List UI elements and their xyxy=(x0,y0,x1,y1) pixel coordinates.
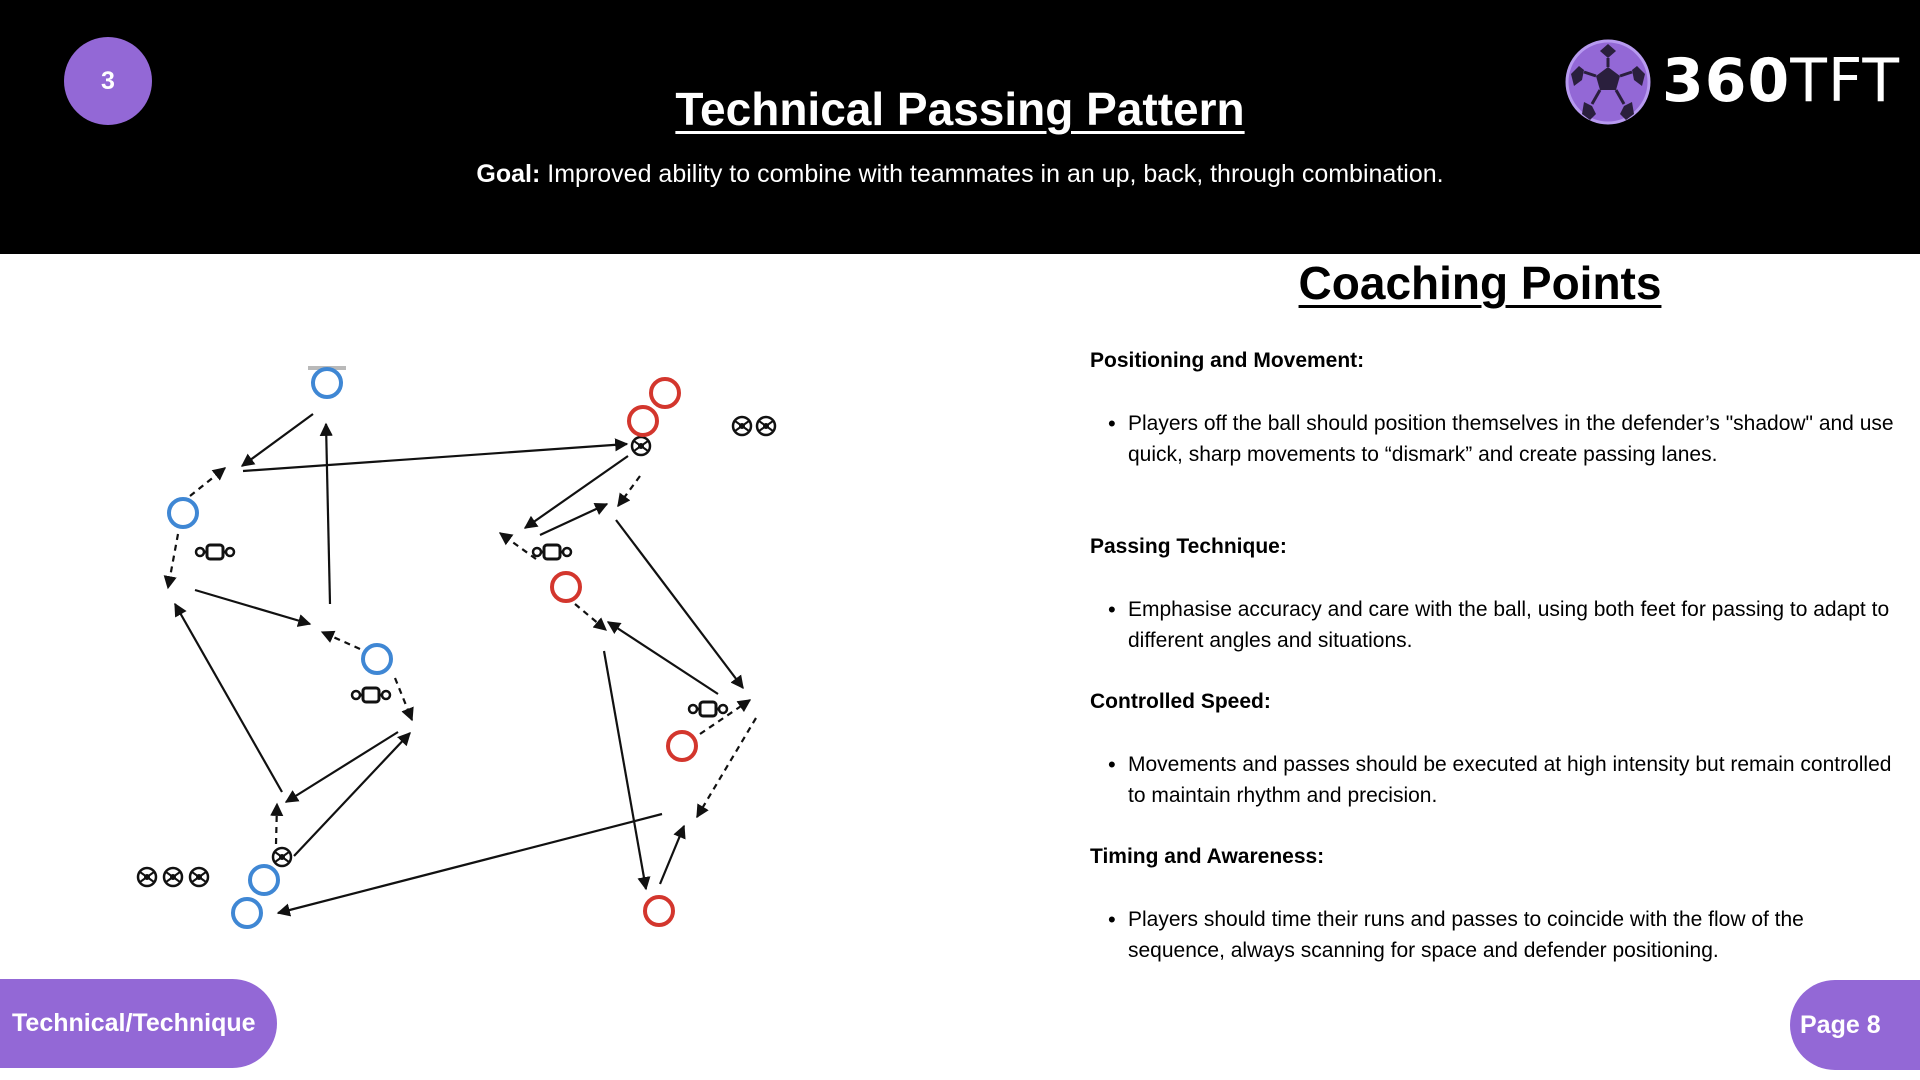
coaching-points-title: Coaching Points xyxy=(1298,257,1662,309)
bullet-passing xyxy=(1108,594,1898,656)
bullet-speed xyxy=(1108,749,1898,811)
bullet-text: Players off the ball should position themselves in the defender’s "shadow" and use quick, sharp movements to “dismark” and create passing lanes. xyxy=(1128,412,1894,466)
bullet-timing xyxy=(1108,904,1898,966)
soccer-ball-icon xyxy=(1562,36,1654,128)
section-heading-timing: Timing and Awareness: xyxy=(1090,845,1325,868)
section-heading-speed: Controlled Speed: xyxy=(1090,690,1271,713)
header-bar xyxy=(0,0,1920,254)
red-team-players xyxy=(552,379,696,925)
goal-text: Improved ability to combine with teammates in an up, back, through combination. xyxy=(540,160,1444,188)
brand-logo xyxy=(1562,36,1901,128)
brand-name-light: TFT xyxy=(1790,46,1901,116)
bullet-text: Emphasise accuracy and care with the ball, using both feet for passing to adapt to different angles and situations. xyxy=(1128,598,1890,652)
goal-label: Goal: xyxy=(476,160,541,188)
page-title: Technical Passing Pattern xyxy=(675,83,1245,135)
goal-statement xyxy=(0,160,1920,189)
run-lines xyxy=(168,468,756,844)
bullet-text: Movements and passes should be executed at high intensity but remain controlled to maintain rhythm and precision. xyxy=(1128,753,1892,807)
passing-pattern-diagram xyxy=(0,254,1000,974)
pass-lines xyxy=(175,414,743,913)
section-heading-passing: Passing Technique: xyxy=(1090,535,1287,558)
bullet-text: Players should time their runs and passes to coincide with the flow of the sequence, always scanning for space and defender positioning. xyxy=(1128,908,1804,962)
bullet-positioning xyxy=(1108,408,1898,470)
brand-name xyxy=(1662,46,1900,116)
page-number: Page 8 xyxy=(1790,980,1920,1070)
hurdle-markers xyxy=(195,545,728,716)
football-markers xyxy=(138,417,775,886)
section-heading-positioning: Positioning and Movement: xyxy=(1090,349,1365,372)
step-number-badge: 3 xyxy=(64,37,152,125)
category-label: Technical/Technique xyxy=(0,979,277,1068)
brand-name-bold: 360 xyxy=(1662,46,1791,116)
